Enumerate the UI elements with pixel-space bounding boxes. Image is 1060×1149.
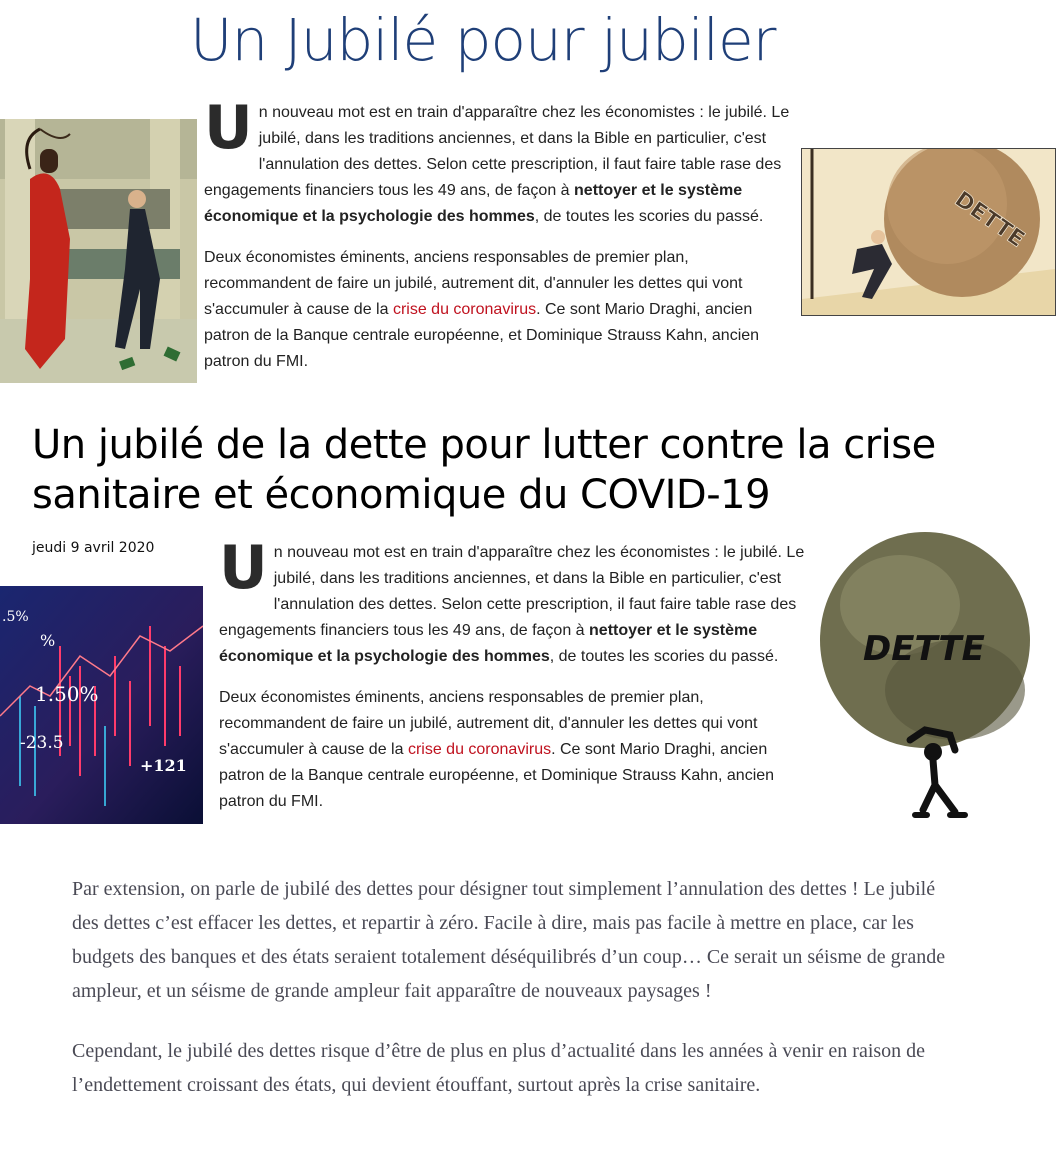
paragraph-text: Deux économistes éminents, anciens responsables de premier plan, recommandent de faire un jubilé, autrement dit, d'annuler les dettes qui vont s'accumuler à cause de la [219,689,758,758]
paragraph: Par extension, on parle de jubilé des dettes pour désigner tout simplement l’annulation des dettes ! Le jubilé des dettes c’est effacer les dettes, et repartir à zéro. Facile à dire, mais pas facile à mettre en place, car les budgets des banques et des états seraient totalement déséquilibrés d’un coup… Ce serait un séisme de grande ampleur, et un séisme de grande ampleur fait apparaître de nouveaux paysages ! [72,878,946,1002]
debt-boulder-figure-image [815,530,1030,825]
debt-boulder-cartoon-image [801,148,1056,316]
drop-cap: U [219,533,268,603]
coronavirus-link[interactable]: crise du coronavirus [392,301,537,318]
paragraph-text: à [560,182,575,199]
article-body-1 [204,93,794,390]
jesus-money-changers-image [0,119,197,383]
chart-label: % [40,631,56,650]
chart-label: +121 [140,756,187,775]
bold-phrase: nettoyer et le système économique et la psychologie des hommes [204,182,743,225]
paragraph-text: , de toutes les scories du passé. [534,208,764,225]
article-body-2 [219,533,809,830]
chart-label: -23.5 [20,733,64,753]
coronavirus-link[interactable]: crise du coronavirus [407,741,552,758]
publish-date: jeudi 9 avril 2020 [32,540,155,556]
chart-label: .5% [2,609,29,625]
paragraph: Cependant, le jubilé des dettes risque d’être de plus en plus d’actualité dans les années à venir en raison de l’endettement croissant des états, qui devient étouffant, surtout après la crise sanitaire. [72,1040,926,1096]
chart-label: 1.50% [35,682,99,706]
paragraph-text: à [575,622,590,639]
paragraph-text: . Ce sont Mario Draghi, ancien patron de la Banque centrale européenne, et Dominique Strauss Kahn, ancien patron du FMI. [204,301,760,370]
paragraph-text: , de toutes les scories du passé. [549,648,779,665]
paragraph-text: . Ce sont Mario Draghi, ancien patron de la Banque centrale européenne, et Dominique Strauss Kahn, ancien patron du FMI. [219,741,775,810]
bold-phrase: nettoyer et le système économique et la psychologie des hommes [219,622,758,665]
article-title-2: Un jubilé de la dette pour lutter contre la crise sanitaire et économique du COVID-19 [32,422,936,518]
paragraph-text: Deux économistes éminents, anciens responsables de premier plan, recommandent de faire un jubilé, autrement dit, d'annuler les dettes qui vont s'accumuler à cause de la [204,249,743,318]
stock-chart-image [0,586,203,824]
paragraph-text: n nouveau mot est en train d'apparaître chez les économistes : le jubilé. Le jubilé, dans les traditions anciennes, et dans la Bible en particulier, c'est l'annulation des dettes. Selon cette prescription, il faut faire table rase des engagements financiers tous les 49 ans, de façon [204,104,790,199]
paragraph-text: n nouveau mot est en train d'apparaître chez les économistes : le jubilé. Le jubilé, dans les traditions anciennes, et dans la Bible en particulier, c'est l'annulation des dettes. Selon cette prescription, il faut faire table rase des engagements financiers tous les 49 ans, de façon [219,544,805,639]
drop-cap: U [204,93,253,163]
boulder-label: DETTE [863,629,985,669]
article-title-1: Un Jubilé pour jubiler [190,6,776,74]
explanation-section [72,872,952,1128]
boulder-label: DETTE [949,186,1029,253]
